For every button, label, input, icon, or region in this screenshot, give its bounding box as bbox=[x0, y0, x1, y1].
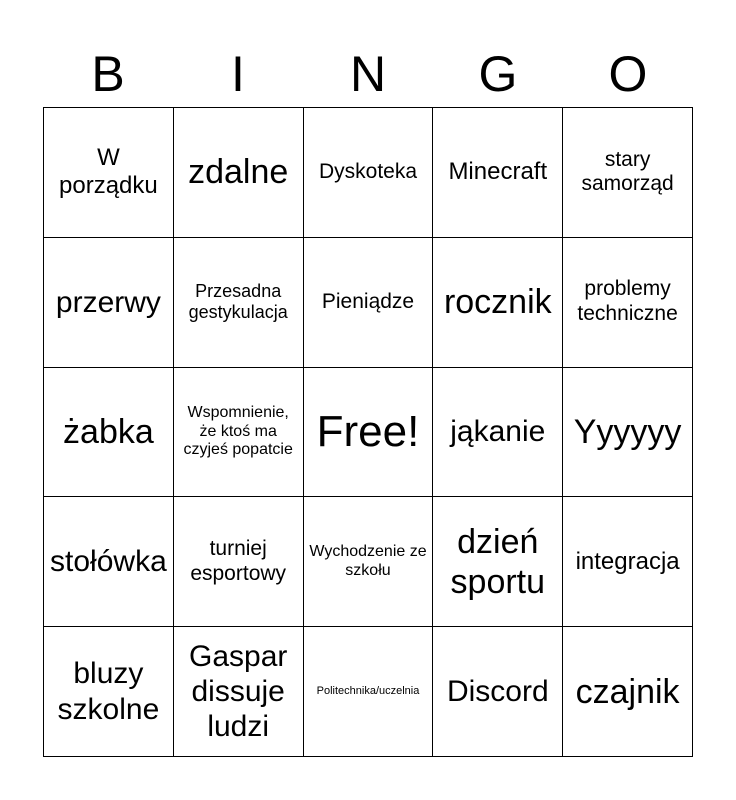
bingo-cell-r4-c2[interactable] bbox=[174, 497, 304, 627]
bingo-cell-r4-c5[interactable] bbox=[563, 497, 693, 627]
cell-text: Pieniądze bbox=[321, 289, 415, 313]
bingo-cell-r5-c5[interactable] bbox=[563, 627, 693, 757]
bingo-header bbox=[43, 40, 693, 108]
cell-text: jąkanie bbox=[450, 415, 546, 449]
cell-text: czajnik bbox=[575, 672, 680, 711]
bingo-cell-r1-c4[interactable] bbox=[433, 108, 563, 238]
cell-text: Yyyyyy bbox=[573, 412, 682, 451]
bingo-cell-r2-c2[interactable] bbox=[174, 238, 304, 368]
cell-text: Dyskoteka bbox=[318, 160, 418, 184]
header-letter-b: B bbox=[91, 46, 125, 102]
header-letter-o: O bbox=[608, 46, 648, 102]
cell-text: zdalne bbox=[188, 153, 289, 192]
cell-text: przerwy bbox=[55, 285, 161, 319]
cell-text: problemy techniczne bbox=[577, 277, 678, 326]
bingo-cell-r1-c1[interactable] bbox=[44, 108, 174, 238]
cell-text: rocznik bbox=[443, 283, 552, 322]
header-letter-g: G bbox=[478, 46, 518, 102]
header-letter-i: I bbox=[231, 46, 245, 102]
bingo-cell-r3-c5[interactable] bbox=[563, 368, 693, 498]
bingo-cell-r3-c4[interactable] bbox=[433, 368, 563, 498]
bingo-cell-r2-c1[interactable] bbox=[44, 238, 174, 368]
bingo-cell-r5-c1[interactable] bbox=[44, 627, 174, 757]
cell-text: dzień sportu bbox=[450, 522, 546, 601]
cell-text: bluzy szkolne bbox=[57, 657, 160, 726]
bingo-cell-r5-c4[interactable] bbox=[433, 627, 563, 757]
bingo-cell-r2-c5[interactable] bbox=[563, 238, 693, 368]
cell-text: Discord bbox=[446, 674, 549, 708]
bingo-cell-r3-c2[interactable] bbox=[174, 368, 304, 498]
cell-text: stary samorząd bbox=[581, 147, 674, 196]
bingo-cell-r4-c1[interactable] bbox=[44, 497, 174, 627]
cell-text: integracja bbox=[575, 547, 680, 575]
bingo-cell-r1-c3[interactable] bbox=[304, 108, 434, 238]
cell-text: Gaspar dissuje ludzi bbox=[188, 639, 288, 744]
cell-text: W porządku bbox=[59, 144, 158, 200]
cell-text: Free! bbox=[316, 406, 420, 456]
cell-text: Politechnika/uczelnia bbox=[316, 685, 420, 698]
bingo-board bbox=[43, 107, 693, 757]
bingo-cell-r3-c3-free[interactable] bbox=[304, 368, 434, 498]
cell-text: żabka bbox=[63, 412, 154, 451]
bingo-cell-r3-c1[interactable] bbox=[44, 368, 174, 498]
bingo-cell-r1-c2[interactable] bbox=[174, 108, 304, 238]
bingo-cell-r5-c3[interactable] bbox=[304, 627, 434, 757]
cell-text: Wychodzenie ze szkołu bbox=[309, 542, 427, 579]
bingo-cell-r4-c4[interactable] bbox=[433, 497, 563, 627]
cell-text: Wspomnienie, że ktoś ma czyjeś popatcie bbox=[183, 403, 293, 459]
cell-text: stołówka bbox=[50, 545, 167, 579]
bingo-cell-r1-c5[interactable] bbox=[563, 108, 693, 238]
bingo-cell-r4-c3[interactable] bbox=[304, 497, 434, 627]
header-letter-n: N bbox=[349, 46, 387, 102]
cell-text: Przesadna gestykulacja bbox=[188, 280, 288, 323]
cell-text: Minecraft bbox=[448, 158, 548, 186]
bingo-cell-r2-c3[interactable] bbox=[304, 238, 434, 368]
bingo-cell-r5-c2[interactable] bbox=[174, 627, 304, 757]
cell-text: turniej esportowy bbox=[190, 537, 287, 585]
bingo-cell-r2-c4[interactable] bbox=[433, 238, 563, 368]
